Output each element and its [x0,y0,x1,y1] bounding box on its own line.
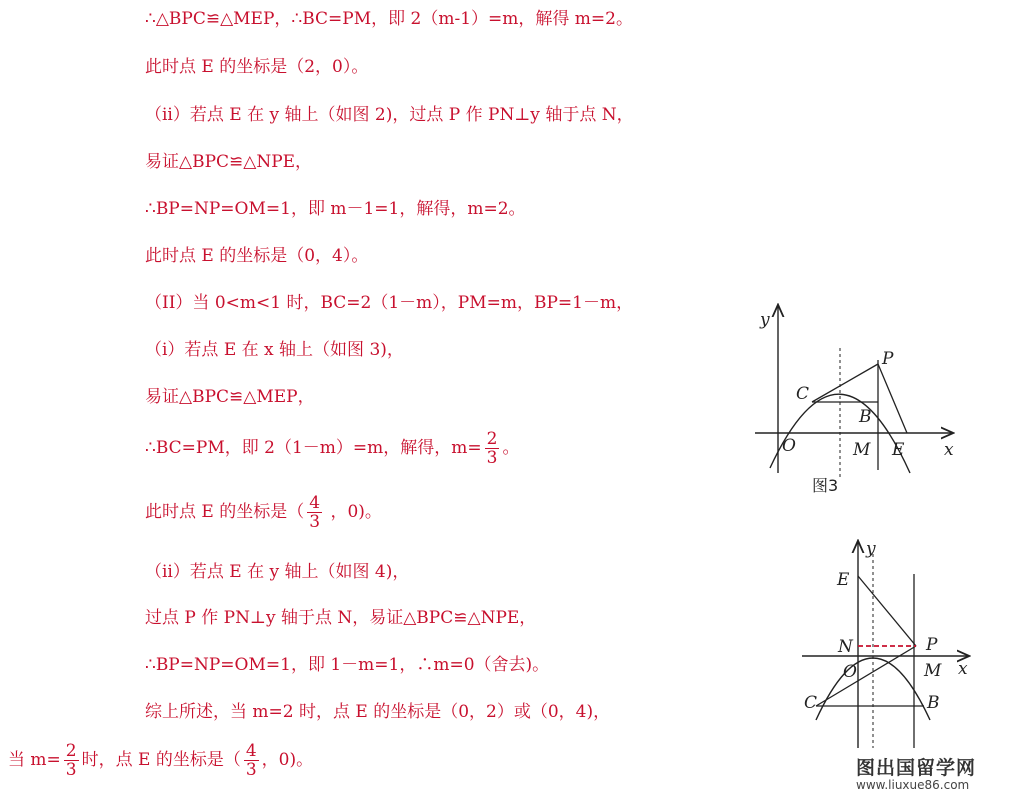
line-text-after: ，0)。 [325,502,382,522]
fraction-numerator: 2 [65,741,77,761]
fraction-four-thirds [244,742,259,779]
label-p: P [926,635,938,655]
label-b: B [859,407,872,427]
label-y: y [866,539,876,559]
segment-cp [812,364,878,402]
solution-line-13: 综上所述，当 m=2 时，点 E 的坐标是（0，2）或（0，4)， [145,702,611,722]
solution-line-1: ∴△BPC≌△MEP，∴BC=PM，即 2（m-1）=m，解得 m=2。 [145,9,633,29]
line-text-before: 当 m= [8,750,61,770]
solution-line-9: 易证△BPC≌△MEP， [145,387,315,407]
label-m: M [853,440,871,460]
solution-line-3: （ii）若点 E 在 y 轴上（如图 2)，过点 P 作 PN⊥y 轴于点 N， [145,105,634,125]
solution-line-12: ∴BP=NP=OM=1，即 1－m=1，∴m=0（舍去)。 [145,655,550,675]
solution-line-5: ∴BP=NP=OM=1，即 m－1=1，解得，m=2。 [145,199,526,219]
figure-3-diagram [750,298,965,503]
solution-line-6: 此时点 E 的坐标是（0，4）。 [145,246,369,266]
fraction-denominator: 3 [309,512,321,532]
label-m: M [924,661,942,681]
label-x: x [944,440,954,460]
fraction-denominator: 3 [245,760,257,780]
label-y: y [760,310,770,330]
label-n: N [838,637,853,657]
solution-line-e-coord [145,492,382,532]
label-e: E [837,570,850,590]
solution-line-final [8,740,313,780]
fraction-two-thirds [64,742,79,779]
fraction-denominator: 3 [65,760,77,780]
fraction-two-thirds [485,430,500,467]
figure-4-diagram [796,534,976,754]
label-p: P [882,349,894,369]
fraction-numerator: 4 [309,493,321,513]
solution-line-bc [145,428,519,468]
label-b: B [927,693,940,713]
segment-cp [816,646,916,706]
line-text-after: ，0)。 [261,750,314,770]
fraction-four-thirds [307,494,322,531]
fraction-numerator: 2 [486,429,498,449]
fraction-numerator: 4 [245,741,257,761]
watermark [856,758,1020,796]
solution-line-4: 易证△BPC≌△NPE， [145,152,313,172]
line-text-after: 。 [502,438,520,458]
solution-line-8: （i）若点 E 在 x 轴上（如图 3)， [145,340,404,360]
solution-line-7: （II）当 0<m<1 时，BC=2（1－m），PM=m，BP=1－m， [145,293,634,313]
fraction-denominator: 3 [486,448,498,468]
watermark-url: www.liuxue86.com [856,778,970,792]
segment-ep [858,576,916,646]
line-text-middle: 时，点 E 的坐标是（ [81,750,241,770]
solution-line-11: 过点 P 作 PN⊥y 轴于点 N，易证△BPC≌△NPE， [145,608,537,628]
label-e: E [892,440,905,460]
figure-3-caption: 图3 [812,476,839,495]
label-o: O [782,436,796,456]
watermark-title: 图出国留学网 [856,757,977,779]
solution-line-10: （ii）若点 E 在 y 轴上（如图 4)， [145,562,410,582]
solution-line-2: 此时点 E 的坐标是（2，0）。 [145,57,369,77]
line-text-before: 此时点 E 的坐标是（ [145,502,305,522]
label-c: C [804,693,818,713]
label-x: x [958,659,968,679]
line-text-before: ∴BC=PM，即 2（1－m）=m，解得，m= [145,438,482,458]
label-c: C [796,384,810,404]
label-o: O [843,662,857,682]
